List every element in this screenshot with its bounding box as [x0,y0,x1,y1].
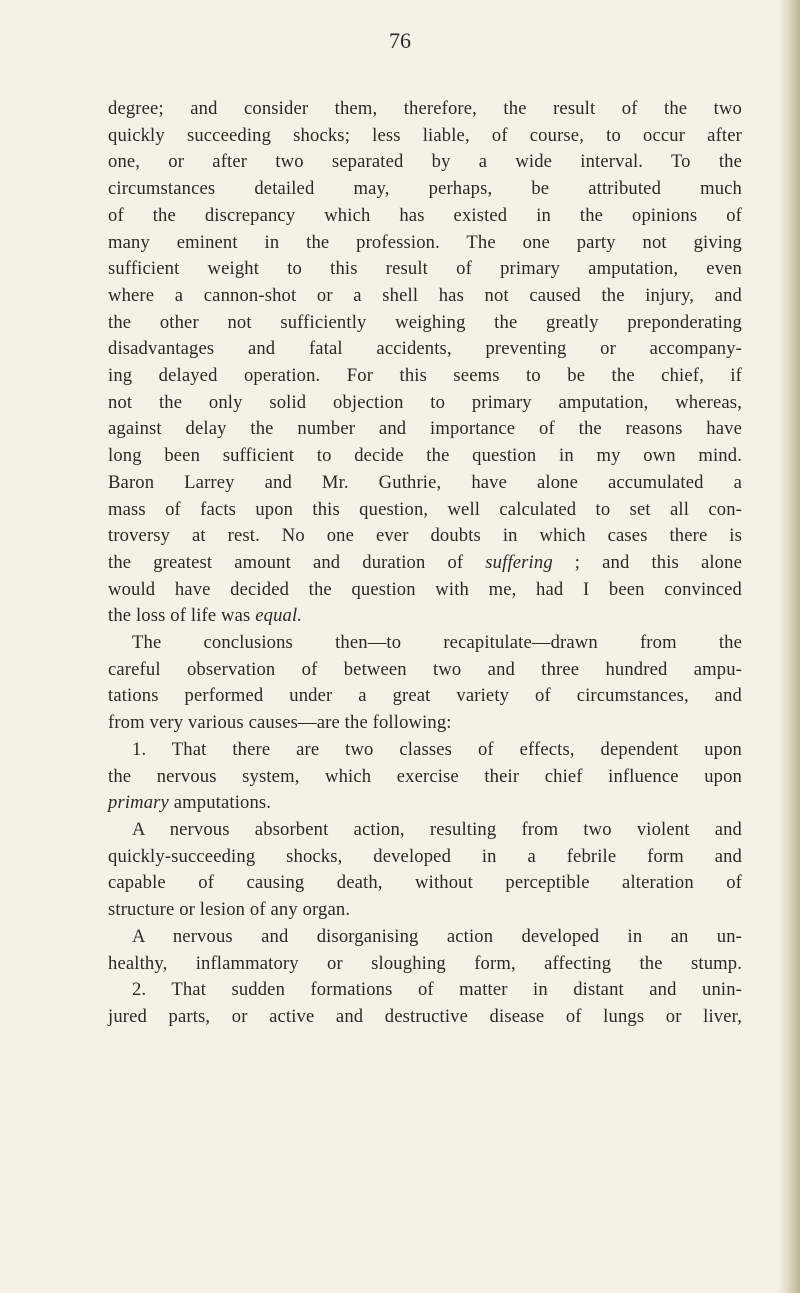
text-line: 1. That there are two classes of effects, dependent upon [132,738,742,760]
text-line: the nervous system, which exercise their chief influence upon [108,765,742,787]
text-line: many eminent in the profession. The one party not giving [108,231,742,253]
italic-word: suffering [485,551,553,573]
text-line: quickly-succeeding shocks, developed in a febrile form and [108,845,742,867]
text-line: long been sufficient to decide the question in my own mind. [108,445,742,467]
text-line: careful observation of between two and three hundred ampu- [108,658,742,680]
text-line: the other not sufficiently weighing the greatly preponderating [108,311,742,333]
italic-word: equal. [255,605,303,627]
text-line: tations performed under a great variety of circumstances, and [108,685,742,707]
text-line: ing delayed operation. For this seems to be the chief, if [108,365,742,387]
text-line: Baron Larrey and Mr. Guthrie, have alone accumulated a [108,471,742,493]
text-line: quickly succeeding shocks; less liable, of course, to occur after [108,124,742,146]
text-segment: ; and this alone [552,551,742,573]
text-line: of the discrepancy which has existed in the opinions of [108,204,742,226]
text-segment: the greatest amount and duration of [108,551,486,573]
text-line [108,603,742,630]
text-line: A nervous and disorganising action developed in an un- [132,925,742,947]
text-line: from very various causes—are the following: [108,712,452,734]
text-line: mass of facts upon this question, well calculated to set all con- [108,498,742,520]
text-line: The conclusions then—to recapitulate—drawn from the [132,632,742,654]
text-line [108,790,742,817]
text-line: one, or after two separated by a wide interval. To the [108,151,742,173]
text-line: sufficient weight to this result of primary amputation, even [108,258,742,280]
text-line: not the only solid objection to primary amputation, whereas, [108,391,742,413]
text-line: structure or lesion of any organ. [108,899,351,921]
text-segment: the loss of life was [108,605,256,627]
text-line: healthy, inflammatory or sloughing form, affecting the stump. [108,952,742,974]
text-line: capable of causing death, without perceptible alteration of [108,872,742,894]
text-line: would have decided the question with me, had I been convinced [108,578,742,600]
text-line: 2. That sudden formations of matter in distant and unin- [132,979,742,1001]
text-line: A nervous absorbent action, resulting from two violent and [132,818,742,840]
text-line [108,550,742,577]
italic-word: primary [108,792,169,814]
page-edge-shadow [778,0,800,1293]
text-line: against delay the number and importance of the reasons have [108,418,742,440]
text-line: troversy at rest. No one ever doubts in which cases there is [108,525,742,547]
text-line: disadvantages and fatal accidents, preventing or accompany- [108,338,742,360]
text-line: where a cannon-shot or a shell has not caused the injury, and [108,284,742,306]
page-number: 76 [389,28,411,53]
text-line: jured parts, or active and destructive disease of lungs or liver, [108,1005,742,1027]
body-text [108,96,742,1031]
text-line: degree; and consider them, therefore, the result of the two [108,98,742,119]
text-segment: amputations. [168,792,272,814]
text-line: circumstances detailed may, perhaps, be attributed much [108,178,742,200]
